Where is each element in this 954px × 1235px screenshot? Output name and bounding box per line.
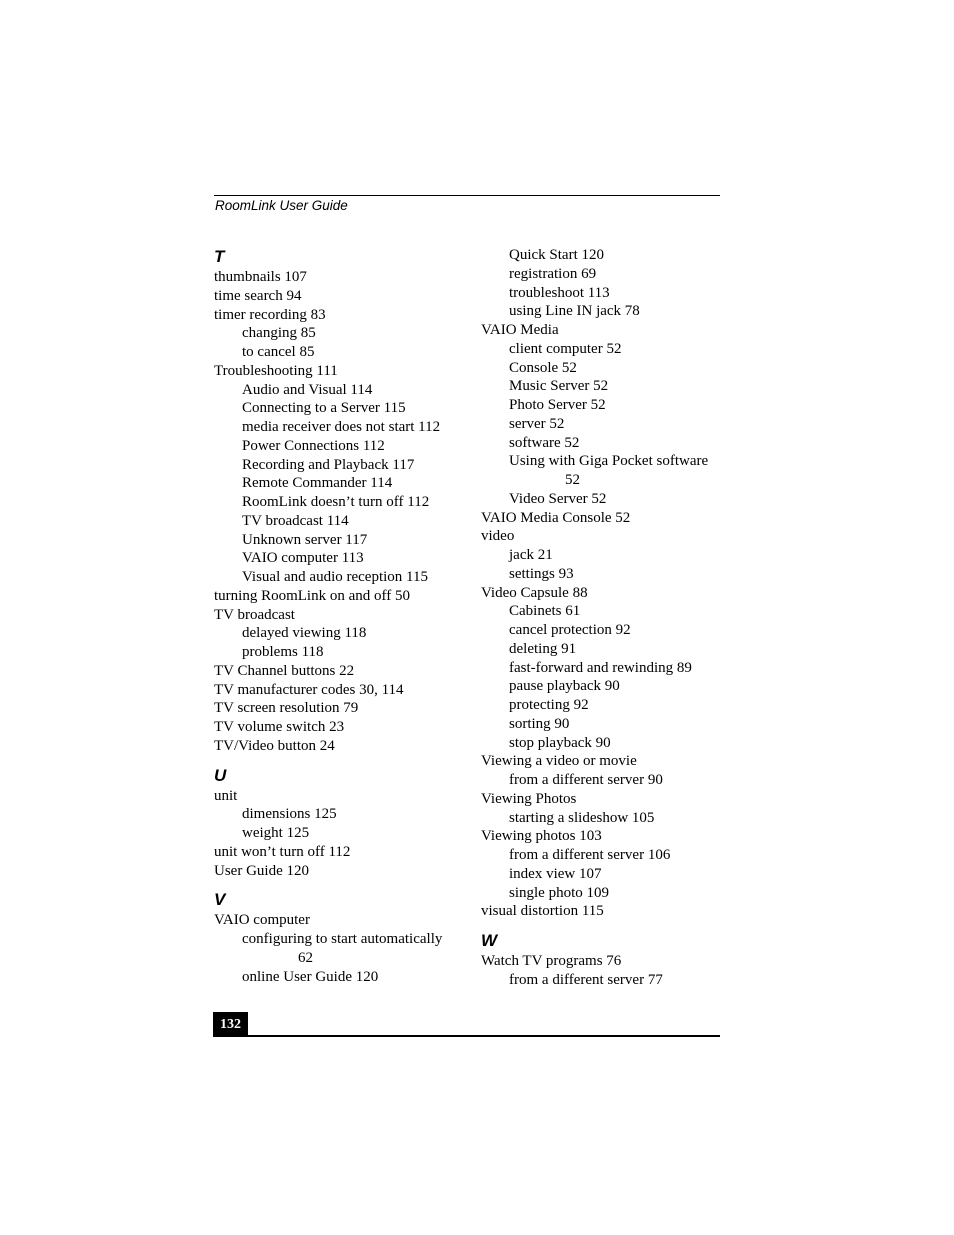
index-subentry: Cabinets 61 xyxy=(509,603,581,620)
index-entry: Troubleshooting 111 xyxy=(214,362,338,379)
index-subentry: delayed viewing 118 xyxy=(242,625,367,642)
index-subentry: server 52 xyxy=(509,415,565,432)
index-subentry: pause playback 90 xyxy=(509,678,620,695)
index-column-right xyxy=(481,246,726,990)
index-subentry: Unknown server 117 xyxy=(242,531,368,548)
index-subentry: Quick Start 120 xyxy=(509,247,604,263)
index-subentry: index view 107 xyxy=(509,865,602,882)
running-header-title: RoomLink User Guide xyxy=(215,198,348,213)
index-subentry: Using with Giga Pocket software xyxy=(509,453,709,470)
index-subentry: software 52 xyxy=(509,434,580,451)
index-subentry: changing 85 xyxy=(242,325,316,342)
index-entry: Viewing Photos xyxy=(481,790,577,807)
index-subentry: Audio and Visual 114 xyxy=(242,381,373,398)
index-entry: unit won’t turn off 112 xyxy=(214,843,351,860)
index-subentry: using Line IN jack 78 xyxy=(509,303,640,320)
index-letter-heading: W xyxy=(481,931,498,950)
index-subentry: jack 21 xyxy=(509,547,553,563)
index-entry: Watch TV programs 76 xyxy=(481,953,622,969)
index-entry: TV/Video button 24 xyxy=(214,737,335,754)
index-subentry: deleting 91 xyxy=(509,640,577,657)
index-subentry: Video Server 52 xyxy=(509,490,607,507)
index-entry: VAIO Media xyxy=(481,322,559,338)
index-subentry: troubleshoot 113 xyxy=(509,284,610,301)
index-subentry: Console 52 xyxy=(509,359,577,376)
index-subentry: starting a slideshow 105 xyxy=(509,809,655,826)
index-subentry: configuring to start automatically xyxy=(242,931,443,947)
index-entry: turning RoomLink on and off 50 xyxy=(214,587,410,604)
index-subentry: VAIO computer 113 xyxy=(242,550,364,567)
index-subentry: Music Server 52 xyxy=(509,378,609,395)
index-entry: TV manufacturer codes 30, 114 xyxy=(214,681,404,698)
index-subentry: client computer 52 xyxy=(509,340,622,357)
index-letter-heading: T xyxy=(214,247,225,266)
index-entry: User Guide 120 xyxy=(214,862,309,879)
index-entry: Video Capsule 88 xyxy=(481,584,588,601)
index-subentry: Photo Server 52 xyxy=(509,397,606,413)
index-entry: thumbnails 107 xyxy=(214,269,307,285)
index-entry: Viewing photos 103 xyxy=(481,828,602,845)
index-entry: TV screen resolution 79 xyxy=(214,700,359,717)
index-subentry-continuation: 62 xyxy=(298,949,313,966)
index-subentry: Remote Commander 114 xyxy=(242,475,393,492)
index-subentry: single photo 109 xyxy=(509,884,609,901)
index-subentry: weight 125 xyxy=(242,825,310,841)
index-subentry: Power Connections 112 xyxy=(242,437,385,454)
index-subentry-continuation: 52 xyxy=(565,472,580,488)
index-subentry: protecting 92 xyxy=(509,697,589,713)
footer-rule xyxy=(214,1035,720,1037)
header-rule xyxy=(214,195,720,196)
index-subentry: Connecting to a Server 115 xyxy=(242,400,406,417)
index-subentry: from a different server 77 xyxy=(509,971,663,988)
index-subentry: sorting 90 xyxy=(509,715,570,732)
index-letter-heading: U xyxy=(214,765,227,785)
index-subentry: TV broadcast 114 xyxy=(242,512,349,529)
index-entry: VAIO computer xyxy=(214,912,310,929)
index-entry: unit xyxy=(214,787,238,804)
index-entry: TV Channel buttons 22 xyxy=(214,662,355,679)
index-column-left xyxy=(214,246,464,986)
index-entry: TV volume switch 23 xyxy=(214,719,345,735)
index-subentry: cancel protection 92 xyxy=(509,622,631,638)
index-entry: visual distortion 115 xyxy=(481,903,604,920)
index-subentry: Recording and Playback 117 xyxy=(242,456,415,473)
index-subentry: to cancel 85 xyxy=(242,344,315,360)
index-subentry: dimensions 125 xyxy=(242,806,337,823)
index-subentry: settings 93 xyxy=(509,565,574,582)
index-entry: timer recording 83 xyxy=(214,306,326,323)
index-subentry: online User Guide 120 xyxy=(242,968,379,985)
index-subentry: media receiver does not start 112 xyxy=(242,419,441,435)
index-subentry: registration 69 xyxy=(509,265,597,282)
index-entry: VAIO Media Console 52 xyxy=(481,509,631,526)
index-subentry: stop playback 90 xyxy=(509,734,611,751)
index-subentry: from a different server 90 xyxy=(509,772,663,788)
index-letter-heading: V xyxy=(214,890,226,910)
page-number: 132 xyxy=(213,1012,248,1037)
index-subentry: problems 118 xyxy=(242,644,324,660)
index-subentry: from a different server 106 xyxy=(509,847,671,863)
index-entry: video xyxy=(481,528,515,545)
index-entry: Viewing a video or movie xyxy=(481,753,637,770)
index-subentry: RoomLink doesn’t turn off 112 xyxy=(242,494,430,510)
index-entry: time search 94 xyxy=(214,287,302,304)
index-entry: TV broadcast xyxy=(214,606,295,623)
index-subentry: fast-forward and rewinding 89 xyxy=(509,659,692,676)
index-subentry: Visual and audio reception 115 xyxy=(242,569,428,585)
